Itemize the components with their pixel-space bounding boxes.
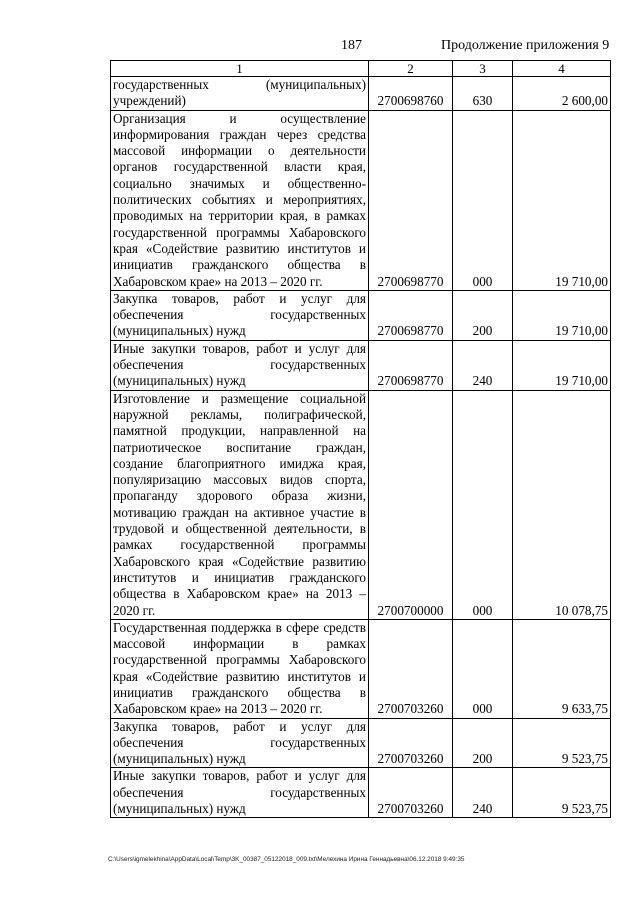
row-code-cell: 2700698770 xyxy=(369,290,453,340)
row-amount-cell: 19 710,00 xyxy=(513,290,611,340)
table-row xyxy=(111,718,611,768)
row-kind-cell: 000 xyxy=(453,390,513,619)
table-row xyxy=(111,340,611,390)
table-row xyxy=(111,390,611,619)
row-amount-cell: 9 523,75 xyxy=(513,718,611,768)
table-header-row xyxy=(111,61,611,77)
row-kind-cell: 200 xyxy=(453,290,513,340)
row-kind-cell: 000 xyxy=(453,110,513,290)
row-name-cell: государственных (муниципальных) учреждений) xyxy=(111,77,369,111)
row-amount-cell: 19 710,00 xyxy=(513,340,611,390)
table-row xyxy=(111,77,611,111)
row-code-cell: 2700703260 xyxy=(369,768,453,818)
row-name-cell: Изготовление и размещение социальной наружной рекламы, полиграфической, памятной продукции, направленной на патриотическое воспитание граждан, создание благоприятного имиджа края, популяризацию массовых видов спорта, пропаганду здорового образа жизни, мотивацию граждан на активное участие в трудовой и общественной деятельности, в рамках государственной программы Хабаровского края «Содействие развитию институтов и инициатив гражданского общества в Хабаровском крае» на 2013 – 2020 гг. xyxy=(111,390,369,619)
appendix-continuation-label: Продолжение приложения 9 xyxy=(441,38,610,53)
row-kind-cell: 200 xyxy=(453,718,513,768)
row-amount-cell: 2 600,00 xyxy=(513,77,611,111)
column-header-2: 2 xyxy=(369,61,453,77)
budget-table xyxy=(110,60,611,818)
row-kind-cell: 240 xyxy=(453,340,513,390)
table-row xyxy=(111,768,611,818)
page-number: 187 xyxy=(341,38,362,53)
table-row xyxy=(111,619,611,718)
row-name-cell: Закупка товаров, работ и услуг для обеспечения государственных (муниципальных) нужд xyxy=(111,718,369,768)
row-code-cell: 2700703260 xyxy=(369,619,453,718)
row-code-cell: 2700698770 xyxy=(369,340,453,390)
row-amount-cell: 9 523,75 xyxy=(513,768,611,818)
row-code-cell: 2700698760 xyxy=(369,77,453,111)
footer-file-path: C:\Users\igmelekhina\AppData\Local\Temp\3K_00387_05122018_009.txt\Мелехина Ирина Геннадьевна\06.12.2018 9:49:35 xyxy=(108,856,465,863)
row-amount-cell: 10 078,75 xyxy=(513,390,611,619)
row-name-cell: Государственная поддержка в сфере средств массовой информации в рамках государственной программы Хабаровского края «Содействие развитию институтов и инициатив гражданского общества в Хабаровском крае» на 2013 – 2020 гг. xyxy=(111,619,369,718)
row-code-cell: 2700700000 xyxy=(369,390,453,619)
row-name-cell: Иные закупки товаров, работ и услуг для обеспечения государственных (муниципальных) нужд xyxy=(111,768,369,818)
table-row xyxy=(111,110,611,290)
row-name-cell: Иные закупки товаров, работ и услуг для обеспечения государственных (муниципальных) нужд xyxy=(111,340,369,390)
row-kind-cell: 630 xyxy=(453,77,513,111)
column-header-3: 3 xyxy=(453,61,513,77)
column-header-1: 1 xyxy=(111,61,369,77)
row-code-cell: 2700698770 xyxy=(369,110,453,290)
row-kind-cell: 000 xyxy=(453,619,513,718)
row-kind-cell: 240 xyxy=(453,768,513,818)
table-row xyxy=(111,290,611,340)
row-amount-cell: 19 710,00 xyxy=(513,110,611,290)
row-name-cell: Организация и осуществление информирования граждан через средства массовой информации о деятельности органов государственной власти края, социально значимых и общественно-политических событиях и мероприятиях, проводимых на территории края, в рамках государственной программы Хабаровского края «Содействие развитию институтов и инициатив гражданского общества в Хабаровском крае» на 2013 – 2020 гг. xyxy=(111,110,369,290)
row-code-cell: 2700703260 xyxy=(369,718,453,768)
column-header-4: 4 xyxy=(513,61,611,77)
row-amount-cell: 9 633,75 xyxy=(513,619,611,718)
row-name-cell: Закупка товаров, работ и услуг для обеспечения государственных (муниципальных) нужд xyxy=(111,290,369,340)
